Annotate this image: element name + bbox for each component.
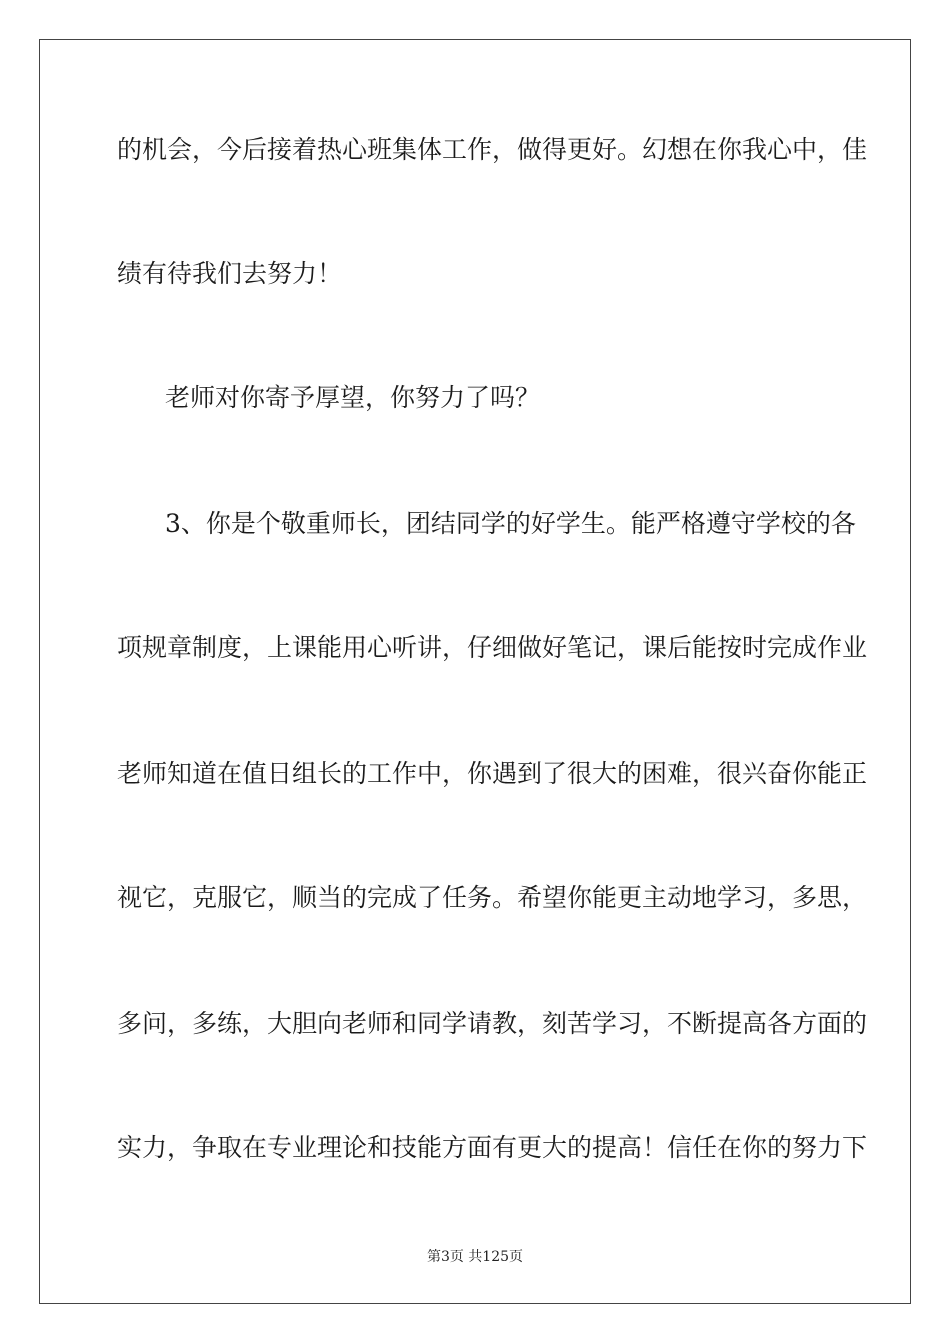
body-line-8: 多问，多练，大胆向老师和同学请教，刻苦学习，不断提高各方面的	[117, 1009, 868, 1038]
body-line-6: 老师知道在值日组长的工作中，你遇到了很大的困难，很兴奋你能正	[117, 759, 868, 788]
body-line-2: 绩有待我们去努力！	[117, 259, 343, 288]
body-line-7: 视它，克服它，顺当的完成了任务。希望你能更主动地学习，多思，	[117, 883, 868, 912]
body-line-3: 老师对你寄予厚望，你努力了吗？	[165, 383, 541, 412]
page-number-footer: 第3页 共125页	[426, 1249, 524, 1265]
body-line-9: 实力，争取在专业理论和技能方面有更大的提高！信任在你的努力下	[117, 1133, 868, 1162]
body-line-4: 3、你是个敬重师长，团结同学的好学生。能严格遵守学校的各	[165, 509, 856, 538]
page-border	[39, 39, 911, 1304]
body-line-5: 项规章制度，上课能用心听讲，仔细做好笔记，课后能按时完成作业	[117, 633, 868, 662]
body-line-1: 的机会，今后接着热心班集体工作，做得更好。幻想在你我心中，佳	[117, 135, 868, 164]
